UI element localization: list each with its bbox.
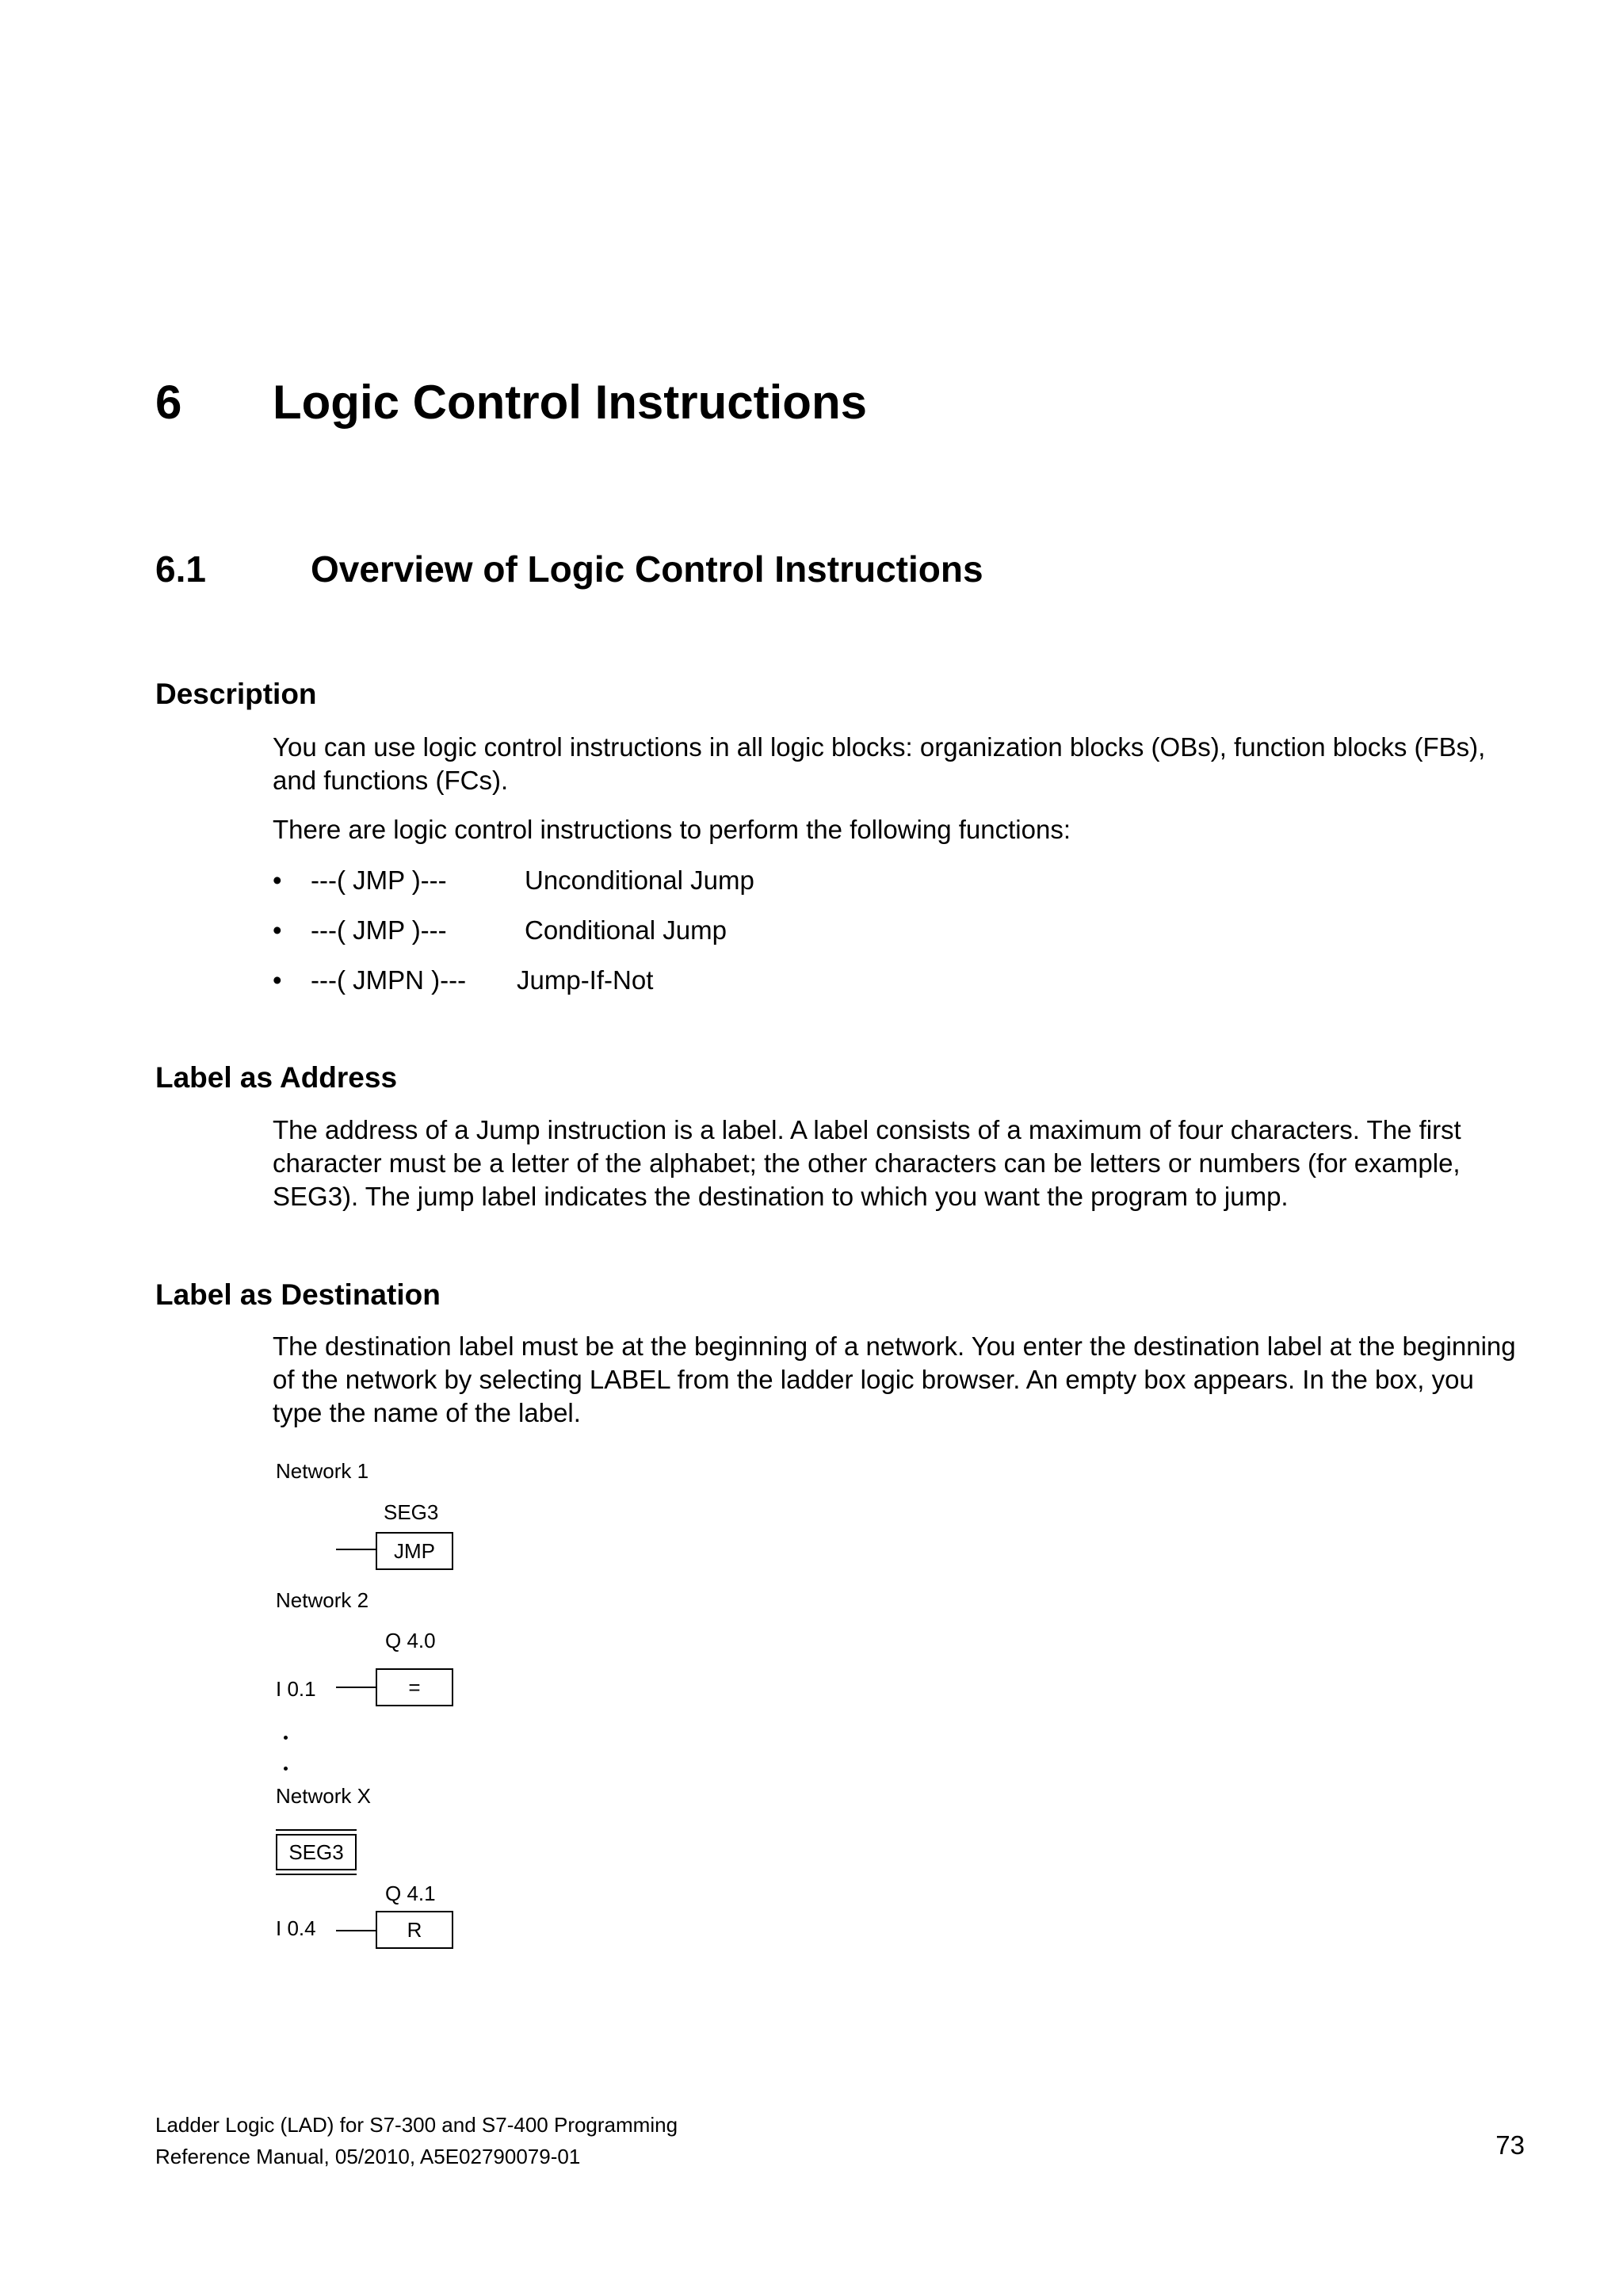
bullet-icon: • <box>273 865 282 895</box>
network-x-wire <box>336 1930 376 1931</box>
bullet-icon: • <box>273 965 282 995</box>
network-1-title: Network 1 <box>276 1459 369 1483</box>
assign-coil-box: = <box>376 1668 453 1706</box>
network-1-address: SEG3 <box>384 1500 439 1524</box>
network-x-input: I 0.4 <box>276 1916 316 1940</box>
list-item-description: Unconditional Jump <box>525 865 754 895</box>
page-number: 73 <box>1495 2130 1525 2160</box>
list-item-code: ---( JMP )--- <box>311 915 447 945</box>
chapter-number: 6 <box>155 376 182 429</box>
network-x-title: Network X <box>276 1784 371 1808</box>
network-2-wire <box>336 1687 376 1688</box>
continuation-dot <box>284 1767 288 1771</box>
list-item-code: ---( JMP )--- <box>311 865 447 895</box>
continuation-dot <box>284 1736 288 1740</box>
chapter-title: Logic Control Instructions <box>273 376 867 429</box>
footer-title: Ladder Logic (LAD) for S7-300 and S7-400 Programming <box>155 2113 678 2137</box>
label-as-destination-heading: Label as Destination <box>155 1278 441 1311</box>
reset-coil-box: R <box>376 1911 453 1949</box>
label-as-destination-paragraph: The destination label must be at the beginning of a network. You enter the destination label at the beginning of the network by selecting LABEL from the ladder logic browser. An empty box appears. In the box, you type the name of the label. <box>273 1331 1516 1427</box>
description-heading: Description <box>155 678 317 710</box>
list-item-description: Jump-If-Not <box>517 965 654 995</box>
network-1-wire <box>336 1549 376 1550</box>
description-paragraph-2: There are logic control instructions to perform the following functions: <box>273 815 1071 844</box>
section-number: 6.1 <box>155 548 206 590</box>
label-as-address-paragraph: The address of a Jump instruction is a label. A label consists of a maximum of four characters. The first character must be a letter of the alphabet; the other characters can be letters or numbers (for example, SEG3). The jump label indicates the destination to which you want the program to jump. <box>273 1115 1461 1211</box>
network-2-address: Q 4.0 <box>385 1629 436 1652</box>
destination-label: SEG3 <box>276 1834 357 1870</box>
jmp-coil-box: JMP <box>376 1532 453 1570</box>
description-paragraph-1: You can use logic control instructions in all logic blocks: organization blocks (OBs), function blocks (FBs), and functions (FCs). <box>273 732 1486 795</box>
network-2-title: Network 2 <box>276 1588 369 1612</box>
network-x-address: Q 4.1 <box>385 1881 436 1905</box>
list-item-description: Conditional Jump <box>525 915 727 945</box>
destination-label-box <box>276 1829 357 1875</box>
list-item-code: ---( JMPN )--- <box>311 965 467 995</box>
section-title: Overview of Logic Control Instructions <box>311 548 983 590</box>
bullet-icon: • <box>273 915 282 945</box>
footer-reference: Reference Manual, 05/2010, A5E02790079-01 <box>155 2145 581 2168</box>
network-2-input: I 0.1 <box>276 1677 316 1701</box>
label-as-address-heading: Label as Address <box>155 1061 398 1094</box>
